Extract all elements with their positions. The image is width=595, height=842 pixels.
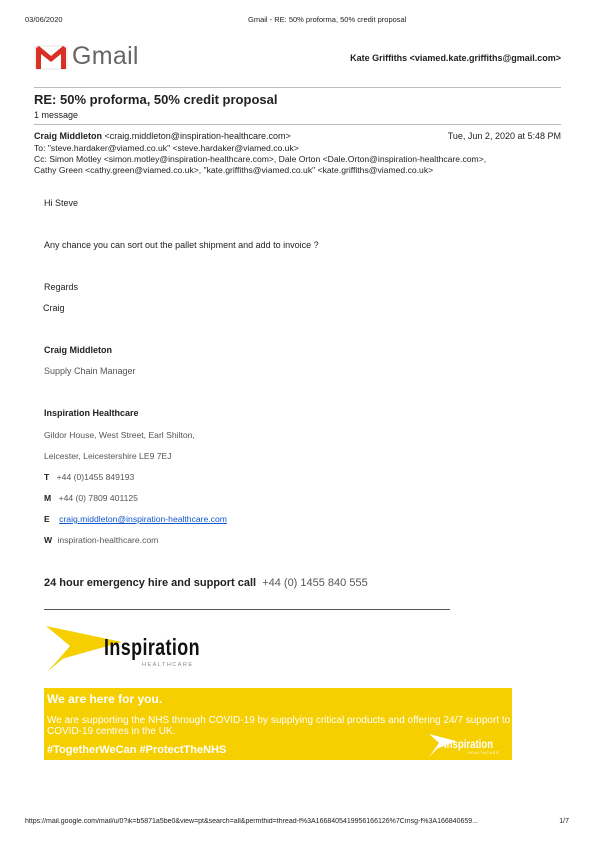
regards: Regards: [44, 282, 79, 292]
mobile-line: [44, 493, 138, 504]
web-label: W: [44, 535, 53, 545]
covid-support-banner: [44, 688, 512, 760]
banner-logo-sub: HEALTHCARE: [468, 751, 500, 755]
sender-line: [34, 131, 291, 142]
print-date: 03/06/2020: [25, 15, 63, 24]
greeting: Hi Steve: [44, 198, 79, 208]
to-line: To: "steve.hardaker@viamed.co.uk" <steve.hardaker@viamed.co.uk>: [34, 143, 299, 153]
inspiration-logo: [44, 622, 200, 674]
sender-name: Craig Middleton: [34, 131, 102, 141]
sender-email: <craig.middleton@inspiration-healthcare.com>: [104, 131, 291, 141]
gmail-logo-icon: [34, 44, 68, 70]
banner-logo: [428, 730, 510, 758]
cc-line-1: Cc: Simon Motley <simon.motley@inspiration-healthcare.com>, Dale Orton <Dale.Orton@inspiration-healthcare.com>,: [34, 154, 487, 164]
signoff: Craig: [43, 303, 65, 313]
message-date: Tue, Jun 2, 2020 at 5:48 PM: [447, 131, 561, 141]
signature-divider: [44, 609, 450, 610]
footer-url: https://mail.google.com/mail/u/0?ik=b5871a5be0&view=pt&search=all&permthid=thread-f%3A1668405419956166126%7Cmsg-f%3A166840659...: [25, 818, 478, 825]
signature-address-1: Gildor House, West Street, Earl Shilton,: [44, 430, 195, 440]
phone-line: [44, 472, 134, 483]
logo-subtitle: HEALTHCARE: [142, 662, 194, 668]
body-text: Any chance you can sort out the pallet shipment and add to invoice ?: [44, 240, 319, 250]
banner-logo-word: Inspiration: [444, 737, 494, 751]
email-label: E: [44, 514, 50, 524]
signature-company: Inspiration Healthcare: [44, 408, 139, 418]
gmail-wordmark: Gmail: [72, 42, 139, 70]
footer-page: 1/7: [559, 818, 569, 825]
mobile-value: +44 (0) 7809 401125: [58, 493, 138, 503]
message-divider: [34, 124, 561, 125]
cc-line-2: Cathy Green <cathy.green@viamed.co.uk>, "kate.griffiths@viamed.co.uk" <kate.griffiths@viamed.co.uk>: [34, 165, 434, 175]
phone-label: T: [44, 472, 50, 482]
banner-text: We are supporting the NHS through COVID-19 by supplying critical products and offering 24/7 support to COVID-19 centres in the UK.: [47, 715, 511, 737]
header-divider: [34, 87, 561, 88]
emergency-label: 24 hour emergency hire and support call: [44, 577, 257, 589]
signature-name: Craig Middleton: [44, 345, 112, 355]
email-line: [44, 514, 227, 525]
thread-subject: RE: 50% proforma, 50% credit proposal: [34, 92, 278, 107]
banner-title: We are here for you.: [47, 692, 163, 706]
account-name: Kate Griffiths <viamed.kate.griffiths@gmail.com>: [350, 53, 561, 63]
web-line: [44, 535, 158, 546]
mobile-label: M: [44, 493, 52, 503]
message-count: 1 message: [34, 110, 79, 120]
banner-hashtags: #TogetherWeCan #ProtectTheNHS: [47, 744, 227, 756]
emergency-number: +44 (0) 1455 840 555: [262, 577, 368, 589]
emergency-line: [44, 577, 368, 589]
signature-email-link[interactable]: craig.middleton@inspiration-healthcare.com: [59, 514, 227, 524]
signature-address-2: Leicester, Leicestershire LE9 7EJ: [44, 451, 172, 461]
phone-value: +44 (0)1455 849193: [56, 472, 135, 482]
web-value: inspiration-healthcare.com: [57, 535, 159, 545]
print-title: Gmail - RE: 50% proforma, 50% credit proposal: [248, 15, 407, 24]
signature-role: Supply Chain Manager: [44, 366, 136, 376]
logo-wordmark: Inspiration: [104, 634, 200, 660]
